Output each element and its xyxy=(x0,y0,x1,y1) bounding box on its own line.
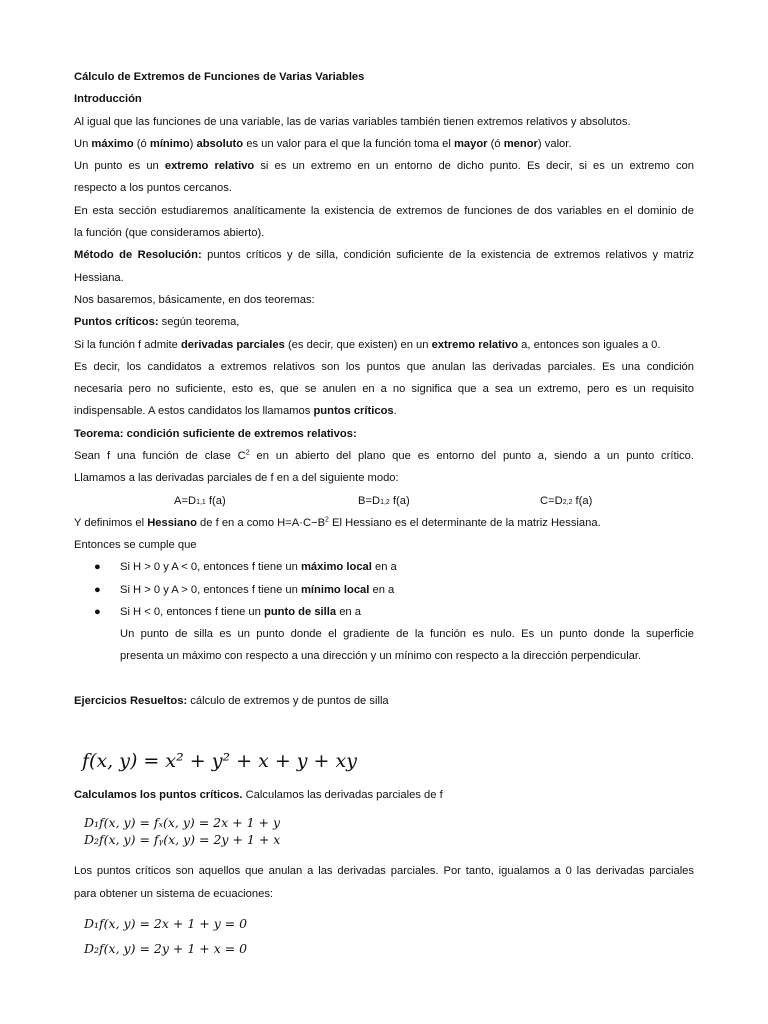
paragraph-class-c2-line1: Sean f una función de clase $C^2$ en un abierto del plano que es entorno del punto a, siendo a un punto crítico. xyxy=(74,449,694,463)
paragraph-candidates-line2: necesaria pero no suficiente, esto es, que se anulen en a no significa que a sea un extremo, pero es un requisito xyxy=(74,383,694,396)
paragraph-method-line2: Hessiana. xyxy=(74,271,124,284)
document-title: Cálculo de Extremos de Funciones de Varias Variables xyxy=(74,71,365,83)
definition-c: C=D2,2 f(a) xyxy=(540,494,593,507)
equation-main-function: f(x, y) = x² + y² + x + y + xy xyxy=(82,750,357,773)
equation-derivative-1: D₁f(x, y) = fₓ(x, y) = 2x + 1 + y xyxy=(84,815,281,831)
critical-points-step: Calculamos los puntos críticos. Calculamos las derivadas parciales de f xyxy=(74,789,443,802)
paragraph-hessian: Y definimos el Hessiano de f en a como $H=A\cdot C-B^2$ El Hessiano es el determinante de la matriz Hessiana. xyxy=(74,515,601,529)
paragraph-theorems: Nos basaremos, básicamente, en dos teoremas: xyxy=(74,293,315,306)
bullet-saddle-point: ● Si H < 0, entonces f tiene un punto de silla en a xyxy=(74,601,694,623)
paragraph-system-line1: Los puntos críticos son aquellos que anulan a las derivadas parciales. Por tanto, igualamos a 0 las derivadas parciales xyxy=(74,865,694,878)
paragraph-section-line2: la función (que consideramos abierto). xyxy=(74,227,265,240)
paragraph-method-line1: Método de Resolución: puntos críticos y de silla, condición suficiente de la existencia de extremos relativos y matriz xyxy=(74,249,694,262)
document-page xyxy=(74,66,694,957)
definition-a: A=D1,1 f(a) xyxy=(174,494,226,507)
critical-points-heading: Puntos críticos: según teorema, xyxy=(74,316,240,329)
paragraph-class-c2-line2: Llamamos a las derivadas parciales de f en a del siguiente modo: xyxy=(74,472,399,485)
exercises-heading: Ejercicios Resueltos: cálculo de extremos y de puntos de silla xyxy=(74,694,389,707)
paragraph-saddle-line1: Un punto de silla es un punto donde el gradiente de la función es nulo. Es un punto donde la superficie xyxy=(120,628,694,641)
paragraph-intro: Al igual que las funciones de una variable, las de varias variables también tienen extremos relativos y absolutos. xyxy=(74,115,631,128)
system-block xyxy=(74,915,694,957)
equation-derivative-2: D₂f(x, y) = fᵧ(x, y) = 2y + 1 + x xyxy=(84,832,281,848)
paragraph-relative-extreme-line1: Un punto es un extremo relativo si es un extremo en un entorno de dicho punto. Es decir, si es un extremo con xyxy=(74,160,694,173)
bullet-icon: ● xyxy=(94,583,101,596)
paragraph-then: Entonces se cumple que xyxy=(74,538,197,551)
bullet-icon: ● xyxy=(94,561,101,574)
equation-system-1: D₁f(x, y) = 2x + 1 + y = 0 xyxy=(84,915,248,931)
paragraph-partial-derivatives: Si la función f admite derivadas parciales (es decir, que existen) en un extremo relativo a, entonces son iguales a 0. xyxy=(74,338,661,351)
bullet-max-local: ● Si H > 0 y A < 0, entonces f tiene un máximo local en a xyxy=(74,556,694,578)
abc-definitions xyxy=(74,490,694,512)
bullet-icon: ● xyxy=(94,605,101,618)
paragraph-section-line1: En esta sección estudiaremos analíticamente la existencia de extremos de funciones de dos variables en el dominio de xyxy=(74,204,694,217)
definition-b: B=D1,2 f(a) xyxy=(358,494,410,507)
paragraph-candidates-line3: indispensable. A estos candidatos los llamamos puntos críticos. xyxy=(74,405,397,418)
bullet-min-local: ● Si H > 0 y A > 0, entonces f tiene un mínimo local en a xyxy=(74,579,694,601)
paragraph-relative-extreme-line2: respecto a los puntos cercanos. xyxy=(74,182,232,195)
equation-system-2: D₂f(x, y) = 2y + 1 + x = 0 xyxy=(84,940,248,956)
derivatives-block xyxy=(74,814,694,854)
theorem-heading: Teorema: condición suficiente de extremos relativos: xyxy=(74,427,357,440)
paragraph-system-line2: para obtener un sistema de ecuaciones: xyxy=(74,887,274,900)
intro-heading: Introducción xyxy=(74,93,142,106)
paragraph-absolute-extremes: Un máximo (ó mínimo) absoluto es un valor para el que la función toma el mayor (ó menor) valor. xyxy=(74,137,572,150)
paragraph-saddle-line2: presenta un máximo con respecto a una dirección y un mínimo con respecto a la dirección perpendicular. xyxy=(120,650,642,663)
paragraph-candidates-line1: Es decir, los candidatos a extremos relativos son los puntos que anulan las derivadas parciales. Es una condición xyxy=(74,360,694,373)
